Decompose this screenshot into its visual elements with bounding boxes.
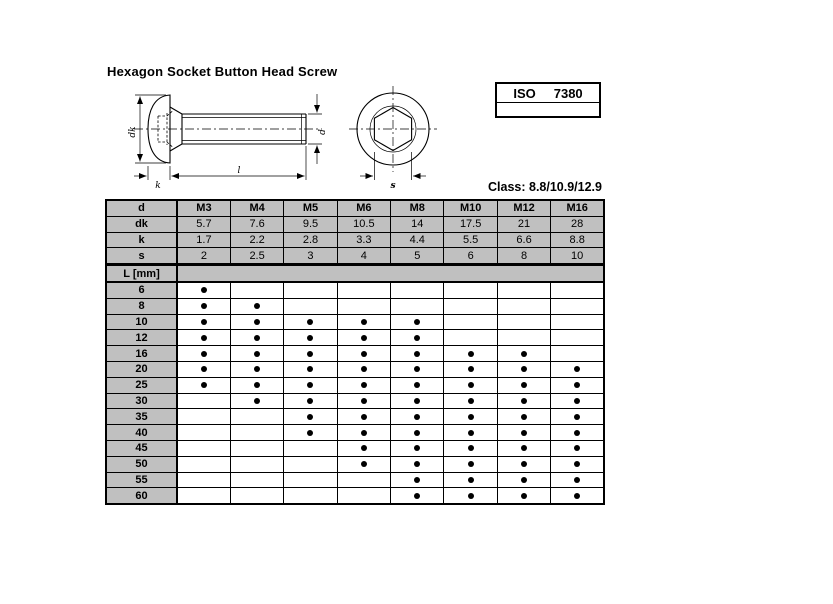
availability-dot bbox=[498, 493, 550, 499]
availability-dot bbox=[551, 461, 603, 467]
spec-value-cell: 5.7 bbox=[177, 216, 230, 232]
availability-cell-M4 bbox=[230, 361, 283, 377]
spec-value-cell: M12 bbox=[497, 200, 550, 216]
spec-value-cell: M5 bbox=[284, 200, 337, 216]
availability-dot bbox=[498, 477, 550, 483]
availability-cell-M16 bbox=[551, 377, 604, 393]
availability-dot bbox=[551, 445, 603, 451]
availability-cell-M6 bbox=[337, 456, 390, 472]
spec-value-cell: 6.6 bbox=[497, 232, 550, 248]
availability-cell-M12 bbox=[497, 377, 550, 393]
spec-value-cell: 7.6 bbox=[230, 216, 283, 232]
availability-cell-M4 bbox=[230, 488, 283, 504]
spec-value-cell: M6 bbox=[337, 200, 390, 216]
spec-value-cell: 2.5 bbox=[230, 248, 283, 265]
spec-value-cell: 14 bbox=[391, 216, 444, 232]
availability-dot bbox=[444, 461, 496, 467]
availability-cell-M3 bbox=[177, 282, 230, 298]
availability-cell-M4 bbox=[230, 456, 283, 472]
availability-cell-M4 bbox=[230, 393, 283, 409]
availability-cell-M8 bbox=[391, 393, 444, 409]
availability-dot bbox=[231, 335, 283, 341]
availability-dot bbox=[178, 319, 230, 325]
length-row-8 bbox=[106, 298, 604, 314]
standard-box-title bbox=[497, 84, 599, 103]
availability-cell-M12 bbox=[497, 425, 550, 441]
spec-table-body bbox=[106, 200, 604, 504]
length-row-55 bbox=[106, 472, 604, 488]
availability-dot bbox=[284, 430, 336, 436]
availability-cell-M6 bbox=[337, 488, 390, 504]
availability-cell-M3 bbox=[177, 409, 230, 425]
availability-cell-M12 bbox=[497, 298, 550, 314]
availability-cell-M8 bbox=[391, 330, 444, 346]
availability-dot bbox=[338, 351, 390, 357]
spec-value-cell: 8.8 bbox=[551, 232, 604, 248]
spec-value-cell: 2 bbox=[177, 248, 230, 265]
availability-cell-M16 bbox=[551, 346, 604, 362]
availability-dot bbox=[391, 335, 443, 341]
availability-cell-M4 bbox=[230, 330, 283, 346]
length-row-label: 12 bbox=[106, 330, 177, 346]
availability-dot bbox=[444, 366, 496, 372]
availability-dot bbox=[498, 430, 550, 436]
dimension-table bbox=[105, 199, 605, 505]
availability-cell-M16 bbox=[551, 282, 604, 298]
availability-dot bbox=[551, 493, 603, 499]
length-row-30 bbox=[106, 393, 604, 409]
length-row-label: 20 bbox=[106, 361, 177, 377]
availability-cell-M12 bbox=[497, 472, 550, 488]
availability-dot bbox=[391, 351, 443, 357]
spec-value-cell: 3 bbox=[284, 248, 337, 265]
spec-value-cell: 5.5 bbox=[444, 232, 497, 248]
availability-cell-M16 bbox=[551, 409, 604, 425]
spec-value-cell: 3.3 bbox=[337, 232, 390, 248]
availability-cell-M4 bbox=[230, 472, 283, 488]
availability-dot bbox=[231, 398, 283, 404]
dim-label-s: s bbox=[390, 181, 396, 191]
availability-cell-M6 bbox=[337, 282, 390, 298]
availability-cell-M4 bbox=[230, 314, 283, 330]
availability-cell-M16 bbox=[551, 330, 604, 346]
length-row-40 bbox=[106, 425, 604, 441]
availability-cell-M5 bbox=[284, 361, 337, 377]
length-row-25 bbox=[106, 377, 604, 393]
availability-cell-M16 bbox=[551, 314, 604, 330]
spec-value-cell: M3 bbox=[177, 200, 230, 216]
availability-cell-M16 bbox=[551, 488, 604, 504]
length-row-label: 8 bbox=[106, 298, 177, 314]
availability-cell-M16 bbox=[551, 472, 604, 488]
availability-dot bbox=[444, 493, 496, 499]
availability-cell-M6 bbox=[337, 425, 390, 441]
availability-cell-M12 bbox=[497, 488, 550, 504]
availability-cell-M10 bbox=[444, 488, 497, 504]
availability-cell-M6 bbox=[337, 361, 390, 377]
dim-label-d: d bbox=[318, 129, 328, 135]
availability-dot bbox=[498, 461, 550, 467]
availability-cell-M3 bbox=[177, 440, 230, 456]
length-row-label: 55 bbox=[106, 472, 177, 488]
availability-cell-M10 bbox=[444, 314, 497, 330]
availability-cell-M5 bbox=[284, 440, 337, 456]
availability-dot bbox=[444, 477, 496, 483]
spec-row-label: d bbox=[106, 200, 177, 216]
availability-cell-M12 bbox=[497, 393, 550, 409]
availability-dot bbox=[551, 430, 603, 436]
availability-dot bbox=[284, 398, 336, 404]
availability-dot bbox=[231, 382, 283, 388]
availability-dot bbox=[231, 366, 283, 372]
length-header-fill bbox=[177, 265, 604, 282]
availability-cell-M8 bbox=[391, 472, 444, 488]
availability-cell-M6 bbox=[337, 472, 390, 488]
availability-dot bbox=[551, 477, 603, 483]
spec-value-cell: 8 bbox=[497, 248, 550, 265]
availability-dot bbox=[284, 366, 336, 372]
availability-dot bbox=[498, 414, 550, 420]
availability-cell-M5 bbox=[284, 425, 337, 441]
availability-cell-M6 bbox=[337, 298, 390, 314]
availability-cell-M3 bbox=[177, 346, 230, 362]
length-row-label: 25 bbox=[106, 377, 177, 393]
availability-cell-M10 bbox=[444, 346, 497, 362]
availability-cell-M8 bbox=[391, 440, 444, 456]
length-row-20 bbox=[106, 361, 604, 377]
availability-cell-M3 bbox=[177, 314, 230, 330]
availability-dot bbox=[178, 382, 230, 388]
availability-dot bbox=[284, 351, 336, 357]
availability-cell-M16 bbox=[551, 440, 604, 456]
end-view bbox=[349, 86, 437, 191]
availability-cell-M12 bbox=[497, 440, 550, 456]
availability-dot bbox=[391, 493, 443, 499]
length-row-10 bbox=[106, 314, 604, 330]
length-row-label: 6 bbox=[106, 282, 177, 298]
spec-value-cell: 4 bbox=[337, 248, 390, 265]
availability-cell-M10 bbox=[444, 456, 497, 472]
availability-dot bbox=[444, 414, 496, 420]
dim-label-l: l bbox=[237, 166, 241, 176]
availability-dot bbox=[338, 445, 390, 451]
availability-dot bbox=[498, 382, 550, 388]
availability-dot bbox=[338, 414, 390, 420]
availability-cell-M3 bbox=[177, 393, 230, 409]
availability-dot bbox=[178, 351, 230, 357]
availability-cell-M5 bbox=[284, 456, 337, 472]
availability-dot bbox=[178, 303, 230, 309]
availability-dot bbox=[284, 414, 336, 420]
availability-cell-M16 bbox=[551, 298, 604, 314]
availability-dot bbox=[391, 477, 443, 483]
availability-dot bbox=[338, 430, 390, 436]
availability-dot bbox=[284, 382, 336, 388]
availability-cell-M8 bbox=[391, 298, 444, 314]
availability-cell-M12 bbox=[497, 456, 550, 472]
availability-dot bbox=[444, 445, 496, 451]
availability-dot bbox=[231, 303, 283, 309]
availability-cell-M5 bbox=[284, 314, 337, 330]
length-row-label: 10 bbox=[106, 314, 177, 330]
availability-dot bbox=[498, 445, 550, 451]
availability-cell-M4 bbox=[230, 298, 283, 314]
availability-dot bbox=[338, 398, 390, 404]
availability-dot bbox=[551, 398, 603, 404]
availability-dot bbox=[444, 430, 496, 436]
spec-value-cell: 21 bbox=[497, 216, 550, 232]
availability-dot bbox=[338, 382, 390, 388]
spec-value-cell: 10 bbox=[551, 248, 604, 265]
availability-cell-M3 bbox=[177, 488, 230, 504]
availability-cell-M12 bbox=[497, 330, 550, 346]
availability-dot bbox=[551, 382, 603, 388]
availability-cell-M10 bbox=[444, 425, 497, 441]
availability-dot bbox=[551, 414, 603, 420]
availability-cell-M8 bbox=[391, 409, 444, 425]
availability-cell-M6 bbox=[337, 440, 390, 456]
length-row-16 bbox=[106, 346, 604, 362]
availability-cell-M12 bbox=[497, 361, 550, 377]
availability-cell-M8 bbox=[391, 488, 444, 504]
spec-row-d bbox=[106, 200, 604, 216]
spec-value-cell: 1.7 bbox=[177, 232, 230, 248]
availability-cell-M5 bbox=[284, 377, 337, 393]
availability-cell-M5 bbox=[284, 298, 337, 314]
availability-dot bbox=[444, 382, 496, 388]
dim-label-k: k bbox=[155, 181, 161, 191]
availability-cell-M12 bbox=[497, 346, 550, 362]
availability-cell-M8 bbox=[391, 346, 444, 362]
availability-dot bbox=[391, 366, 443, 372]
availability-cell-M3 bbox=[177, 298, 230, 314]
availability-cell-M8 bbox=[391, 377, 444, 393]
availability-cell-M10 bbox=[444, 330, 497, 346]
availability-cell-M4 bbox=[230, 425, 283, 441]
availability-cell-M3 bbox=[177, 425, 230, 441]
spec-row-label: dk bbox=[106, 216, 177, 232]
availability-dot bbox=[391, 398, 443, 404]
availability-cell-M5 bbox=[284, 488, 337, 504]
length-row-label: 50 bbox=[106, 456, 177, 472]
availability-cell-M6 bbox=[337, 346, 390, 362]
availability-cell-M4 bbox=[230, 440, 283, 456]
availability-dot bbox=[231, 319, 283, 325]
availability-dot bbox=[498, 366, 550, 372]
length-header-row bbox=[106, 265, 604, 282]
availability-cell-M8 bbox=[391, 282, 444, 298]
length-row-12 bbox=[106, 330, 604, 346]
availability-dot bbox=[231, 351, 283, 357]
spec-row-label: k bbox=[106, 232, 177, 248]
availability-dot bbox=[444, 351, 496, 357]
length-row-label: 16 bbox=[106, 346, 177, 362]
availability-dot bbox=[444, 398, 496, 404]
availability-dot bbox=[551, 366, 603, 372]
standard-box bbox=[495, 82, 601, 118]
page-title: Hexagon Socket Button Head Screw bbox=[107, 64, 338, 79]
spec-value-cell: M10 bbox=[444, 200, 497, 216]
availability-cell-M5 bbox=[284, 330, 337, 346]
availability-cell-M16 bbox=[551, 456, 604, 472]
class-note: Class: 8.8/10.9/12.9 bbox=[488, 180, 602, 194]
availability-cell-M8 bbox=[391, 456, 444, 472]
length-header-label: L [mm] bbox=[106, 265, 177, 282]
availability-cell-M3 bbox=[177, 456, 230, 472]
availability-dot bbox=[391, 319, 443, 325]
availability-cell-M5 bbox=[284, 409, 337, 425]
length-row-label: 45 bbox=[106, 440, 177, 456]
availability-cell-M4 bbox=[230, 346, 283, 362]
length-row-label: 30 bbox=[106, 393, 177, 409]
availability-cell-M16 bbox=[551, 425, 604, 441]
length-row-6 bbox=[106, 282, 604, 298]
availability-cell-M6 bbox=[337, 330, 390, 346]
spec-row-label: s bbox=[106, 248, 177, 265]
length-row-35 bbox=[106, 409, 604, 425]
availability-cell-M10 bbox=[444, 472, 497, 488]
spec-value-cell: 4.4 bbox=[391, 232, 444, 248]
availability-dot bbox=[338, 461, 390, 467]
availability-cell-M12 bbox=[497, 409, 550, 425]
availability-cell-M8 bbox=[391, 314, 444, 330]
availability-cell-M3 bbox=[177, 472, 230, 488]
availability-cell-M5 bbox=[284, 472, 337, 488]
availability-cell-M10 bbox=[444, 282, 497, 298]
dim-label-dk: dk bbox=[128, 126, 138, 138]
spec-value-cell: 6 bbox=[444, 248, 497, 265]
availability-cell-M4 bbox=[230, 377, 283, 393]
spec-row-k bbox=[106, 232, 604, 248]
length-row-label: 40 bbox=[106, 425, 177, 441]
availability-dot bbox=[338, 366, 390, 372]
availability-dot bbox=[178, 287, 230, 293]
availability-cell-M12 bbox=[497, 314, 550, 330]
availability-cell-M6 bbox=[337, 409, 390, 425]
availability-cell-M3 bbox=[177, 361, 230, 377]
availability-cell-M10 bbox=[444, 361, 497, 377]
availability-cell-M3 bbox=[177, 330, 230, 346]
spec-value-cell: 5 bbox=[391, 248, 444, 265]
availability-dot bbox=[391, 445, 443, 451]
availability-cell-M6 bbox=[337, 393, 390, 409]
spec-value-cell: M16 bbox=[551, 200, 604, 216]
spec-value-cell: M4 bbox=[230, 200, 283, 216]
spec-value-cell: 2.8 bbox=[284, 232, 337, 248]
standard-number: 7380 bbox=[553, 85, 583, 101]
length-row-label: 35 bbox=[106, 409, 177, 425]
availability-cell-M10 bbox=[444, 440, 497, 456]
length-row-45 bbox=[106, 440, 604, 456]
spec-value-cell: 9.5 bbox=[284, 216, 337, 232]
length-row-60 bbox=[106, 488, 604, 504]
length-row-label: 60 bbox=[106, 488, 177, 504]
availability-cell-M4 bbox=[230, 282, 283, 298]
availability-cell-M16 bbox=[551, 393, 604, 409]
availability-dot bbox=[284, 319, 336, 325]
availability-dot bbox=[391, 430, 443, 436]
availability-cell-M8 bbox=[391, 361, 444, 377]
availability-cell-M5 bbox=[284, 346, 337, 362]
availability-cell-M6 bbox=[337, 377, 390, 393]
availability-cell-M8 bbox=[391, 425, 444, 441]
availability-cell-M16 bbox=[551, 361, 604, 377]
spec-value-cell: 28 bbox=[551, 216, 604, 232]
availability-dot bbox=[178, 366, 230, 372]
availability-cell-M10 bbox=[444, 393, 497, 409]
spec-row-s bbox=[106, 248, 604, 265]
availability-cell-M10 bbox=[444, 377, 497, 393]
side-view bbox=[128, 94, 328, 191]
spec-row-dk bbox=[106, 216, 604, 232]
availability-dot bbox=[391, 414, 443, 420]
availability-cell-M12 bbox=[497, 282, 550, 298]
availability-dot bbox=[391, 461, 443, 467]
availability-cell-M6 bbox=[337, 314, 390, 330]
availability-dot bbox=[498, 351, 550, 357]
availability-dot bbox=[338, 335, 390, 341]
availability-dot bbox=[178, 335, 230, 341]
technical-drawing bbox=[108, 80, 442, 194]
standard-label: ISO bbox=[513, 85, 536, 101]
spec-value-cell: M8 bbox=[391, 200, 444, 216]
availability-cell-M3 bbox=[177, 377, 230, 393]
availability-dot bbox=[338, 319, 390, 325]
availability-cell-M4 bbox=[230, 409, 283, 425]
availability-dot bbox=[284, 335, 336, 341]
availability-cell-M5 bbox=[284, 282, 337, 298]
length-row-50 bbox=[106, 456, 604, 472]
availability-cell-M10 bbox=[444, 298, 497, 314]
availability-dot bbox=[391, 382, 443, 388]
spec-value-cell: 10.5 bbox=[337, 216, 390, 232]
spec-value-cell: 2.2 bbox=[230, 232, 283, 248]
availability-dot bbox=[498, 398, 550, 404]
availability-cell-M5 bbox=[284, 393, 337, 409]
spec-value-cell: 17.5 bbox=[444, 216, 497, 232]
availability-cell-M10 bbox=[444, 409, 497, 425]
